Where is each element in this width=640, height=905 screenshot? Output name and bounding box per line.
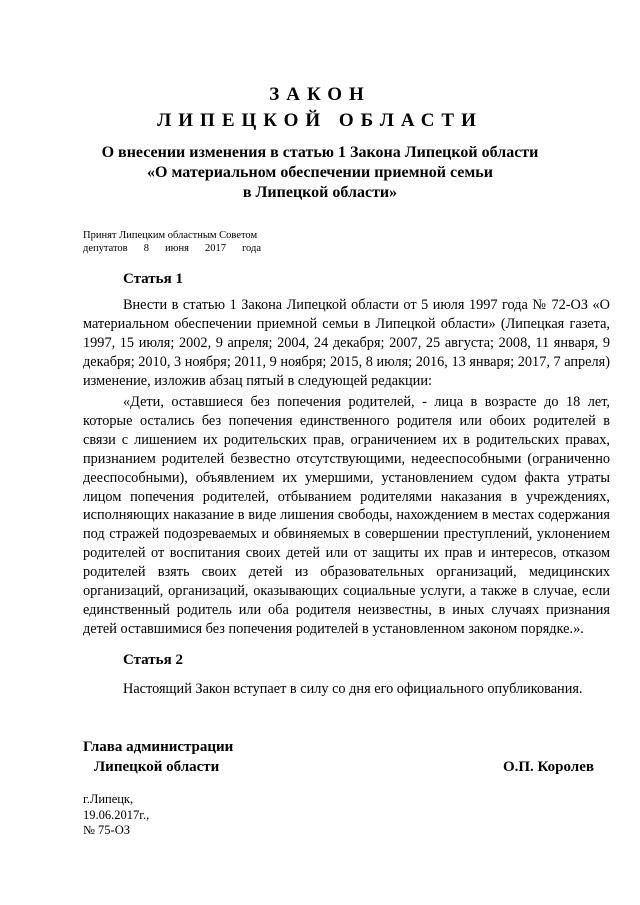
adoption-word: депутатов [83,243,128,254]
article-2-paragraph: Настоящий Закон вступает в силу со дня его официального опубликования. [123,681,583,697]
article-2-heading: Статья 2 [123,652,183,668]
signature-name: О.П. Королев [502,759,594,775]
adoption-suffix: года [242,243,261,254]
adoption-month: июня [164,243,189,254]
adoption-note [83,229,283,255]
region-header: ЛИПЕЦКОЙ ОБЛАСТИ [157,110,483,131]
adoption-line-1: Принят Липецким областным Советом [83,230,258,241]
place-city: г.Липецк, [83,792,134,806]
adoption-year: 2017 [204,243,226,254]
law-header: ЗАКОН [269,84,371,105]
title-line-3: в Липецкой области» [242,184,398,201]
signature-position [83,737,233,777]
article-1-heading: Статья 1 [123,271,183,287]
law-number: № 75-ОЗ [83,823,131,837]
title-line-2: «О материальном обеспечении приемной семьи [147,164,493,181]
adoption-day: 8 [143,243,149,254]
place-date: 19.06.2017г., [83,807,150,822]
article-1-paragraph-2: «Дети, оставшиеся без попечения родителей, - лица в возрасте до 18 лет, которые остались без попечения единственного родителя или обоих родителей в связи с лишением их родительских прав, ограничением их в родительских правах, признанием родителей безвестно отсутствующими, недееспособными (ограниченно дееспособными), объявлением их умершими, установлением судом факта утраты лицом попечения родителей, отбыванием родителями наказания в учреждениях, исполняющих наказание в виде лишения свободы, нахождением в местах содержания под стражей подозреваемых и обвиняемых в совершении преступлений, уклонением родителей от воспитания своих детей или от защиты их прав и интересов, отказом родителей взять своих детей из образовательных организаций, медицинских организаций, организаций, оказывающих социальные услуги, а также в случае, если единственный родитель или оба родителя неизвестны, в иных случаях признания детей оставшимися без попечения родителей в установленном законом порядке.». [83,394,610,637]
title-line-1: О внесении изменения в статью 1 Закона Липецкой области [101,144,539,161]
law-title [0,143,640,203]
signature-position-line-2: Липецкой области [94,759,220,775]
article-1-paragraph-1: Внести в статью 1 Закона Липецкой области от 5 июля 1997 года № 72-ОЗ «О материальном обеспечении приемной семьи в Липецкой области» (Липецкая газета, 1997, 15 июля; 2002, 9 апреля; 2004, 24 декабря; 2007, 25 августа; 2008, 11 января, 9 декабря; 2010, 3 ноября; 2011, 9 ноября; 2015, 8 июля; 2016, 13 января; 2017, 7 апреля) изменение, изложив абзац пятый в следующей редакции: [83,297,610,389]
signature-position-line-1: Глава администрации [83,739,234,755]
adoption-line-2 [83,242,261,255]
place-and-date [83,792,149,839]
